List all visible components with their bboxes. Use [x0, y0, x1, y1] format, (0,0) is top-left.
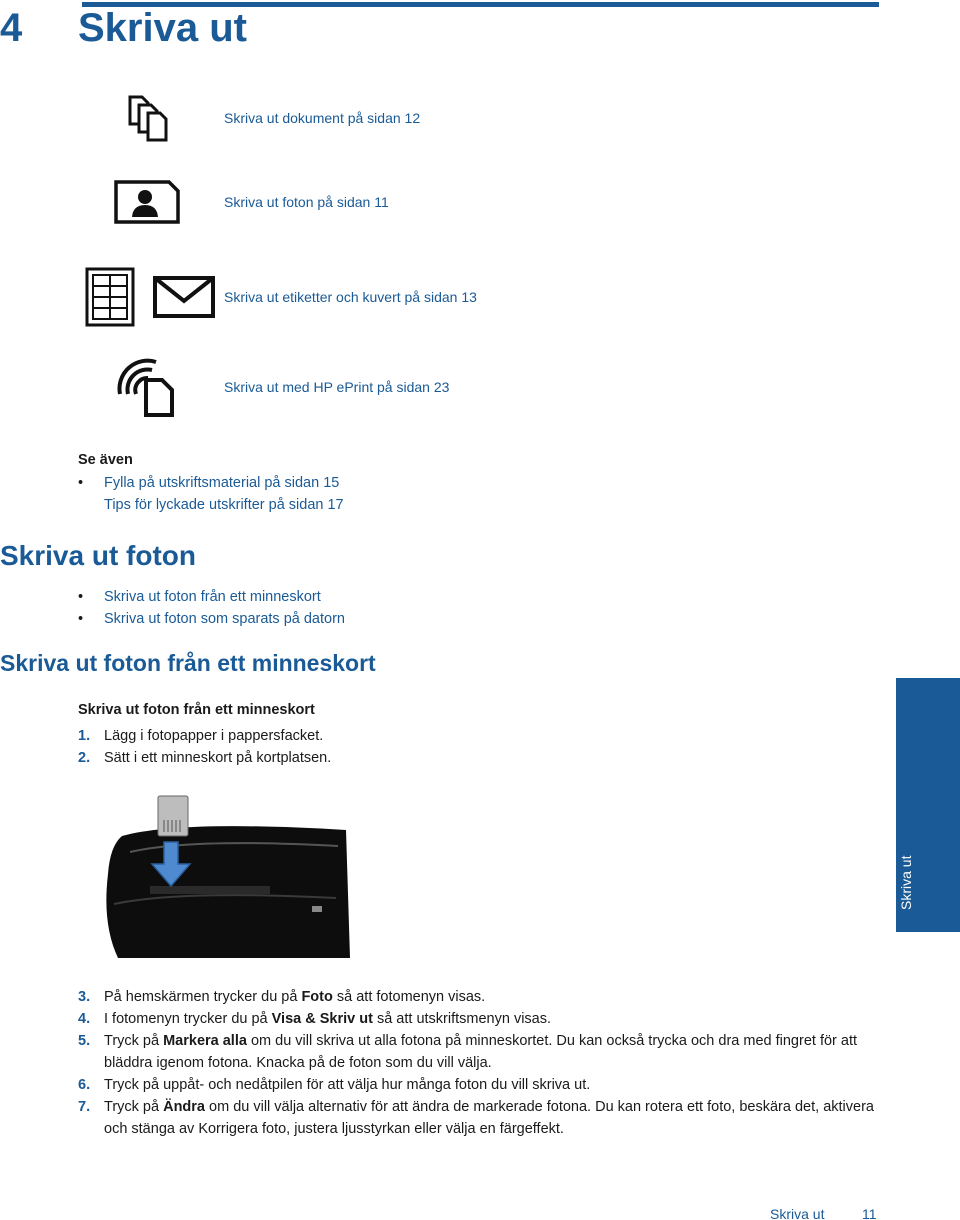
step-number: 4.: [78, 1011, 91, 1027]
chapter-heading: [0, 6, 247, 51]
step-text: Tryck på uppåt- och nedåtpilen för att välja hur många foton du vill skriva ut.: [104, 1077, 591, 1093]
step-item: [78, 986, 878, 1008]
ui-term: Ändra: [163, 1099, 205, 1115]
step-item: [78, 1096, 878, 1140]
list-item[interactable]: [78, 608, 345, 630]
procedure-title: Skriva ut foton från ett minneskort: [78, 702, 315, 718]
step-number: 1.: [78, 728, 91, 744]
chapter-side-tab: [896, 678, 960, 932]
step-text: Tryck på: [104, 1033, 164, 1049]
link-print-labels-envelopes[interactable]: Skriva ut etiketter och kuvert på sidan 13: [224, 289, 477, 305]
chapter-title: Skriva ut: [78, 6, 247, 50]
side-tab-label: Skriva ut: [898, 855, 914, 910]
step-item: [78, 1074, 878, 1096]
ui-term: Visa & Skriv ut: [271, 1011, 373, 1027]
step-number: 6.: [78, 1077, 91, 1093]
section-title: Skriva ut foton: [0, 540, 197, 571]
step-text: om du vill skriva ut alla fotona på minneskortet. Du kan också trycka och dra med fingret för att bläddra igenom fotona. Knacka på de foton som du vill välja.: [104, 1033, 858, 1071]
documents-icon: [126, 94, 170, 142]
step-text: Lägg i fotopapper i pappersfacket.: [104, 728, 324, 744]
step-text: så att fotomenyn visas.: [332, 989, 486, 1005]
step-text: så att utskriftsmenyn visas.: [372, 1011, 552, 1027]
list-item[interactable]: [78, 472, 344, 494]
step-text: På hemskärmen trycker du på: [104, 989, 302, 1005]
envelope-icon: [152, 275, 216, 319]
bullet: •: [78, 475, 84, 491]
bullet: •: [78, 611, 84, 627]
see-also-title: Se även: [78, 452, 133, 468]
link-print-photos[interactable]: Skriva ut foton på sidan 11: [224, 194, 389, 210]
step-text: om du vill välja alternativ för att ändra de markerade fotona. Du kan rotera ett foto, beskära det, aktivera och stänga av Korrigera foto, justera ljusstyrkan eller välja en färgeffekt.: [104, 1099, 874, 1137]
step-item: [78, 747, 331, 769]
list-item[interactable]: [78, 586, 345, 608]
ui-term: Foto: [301, 989, 333, 1005]
labels-icon: [84, 266, 136, 328]
step-number: 2.: [78, 750, 91, 766]
step-item: [78, 1030, 878, 1074]
chapter-number: 4: [0, 6, 23, 50]
footer-page-number: 11: [862, 1206, 877, 1220]
see-also-link[interactable]: Tips för lyckade utskrifter på sidan 17: [104, 497, 344, 513]
step-text: Tryck på: [104, 1099, 164, 1115]
steps-before: [78, 725, 331, 769]
step-number: 3.: [78, 989, 91, 1005]
link-print-eprint[interactable]: Skriva ut med HP ePrint på sidan 23: [224, 379, 450, 395]
step-text: Sätt i ett minneskort på kortplatsen.: [104, 750, 332, 766]
steps-after: [78, 986, 878, 1140]
step-number: 7.: [78, 1099, 91, 1115]
section-link[interactable]: Skriva ut foton från ett minneskort: [104, 589, 321, 605]
section-link[interactable]: Skriva ut foton som sparats på datorn: [104, 611, 345, 627]
link-print-documents[interactable]: Skriva ut dokument på sidan 12: [224, 110, 421, 126]
step-text: I fotomenyn trycker du på: [104, 1011, 272, 1027]
eprint-icon: [114, 356, 178, 418]
ui-term: Markera alla: [163, 1033, 247, 1049]
subsection-title: Skriva ut foton från ett minneskort: [0, 650, 376, 676]
memory-card-slot-illustration: [100, 794, 350, 958]
step-item: [78, 1008, 878, 1030]
step-item: [78, 725, 331, 747]
photo-icon: [113, 179, 181, 225]
step-number: 5.: [78, 1033, 91, 1049]
see-also-link[interactable]: Fylla på utskriftsmaterial på sidan 15: [104, 475, 340, 491]
see-also-list: [78, 472, 344, 516]
bullet: •: [78, 589, 84, 605]
footer-section: Skriva ut: [770, 1206, 825, 1220]
list-item[interactable]: [78, 494, 344, 516]
section-list: [78, 586, 345, 630]
